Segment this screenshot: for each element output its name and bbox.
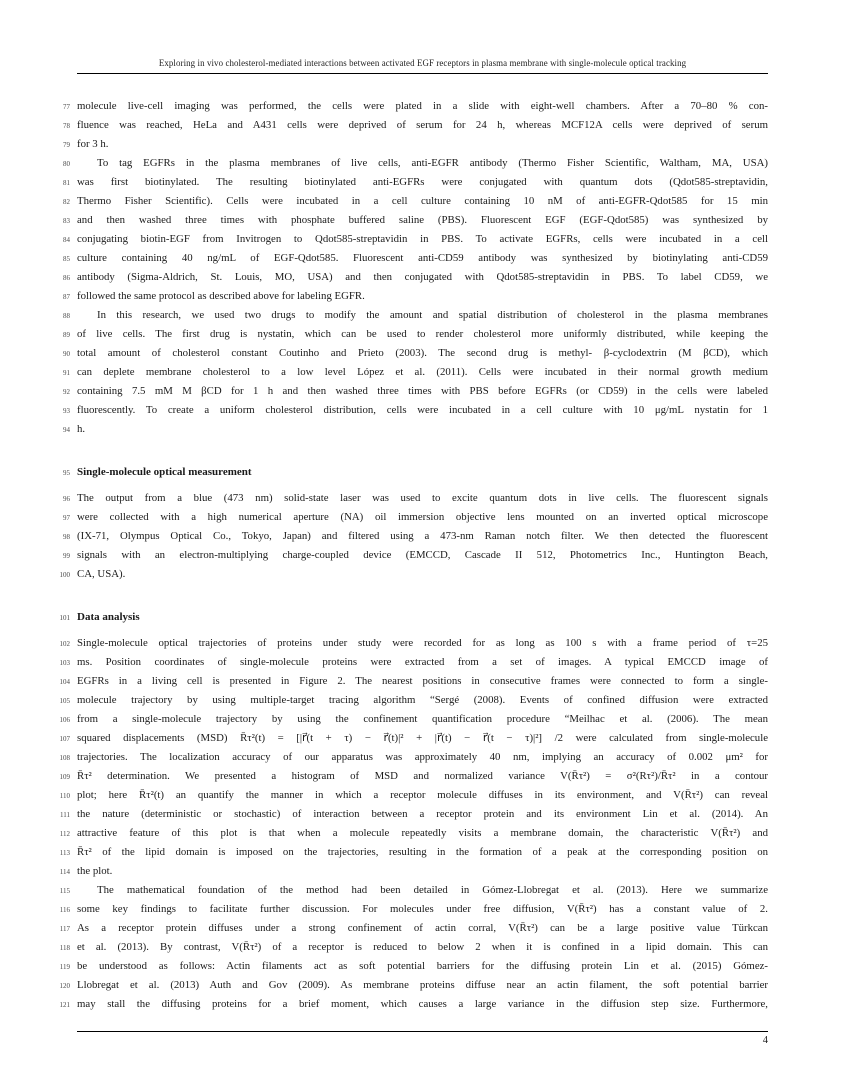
line-number: 105 (59, 697, 70, 705)
body-text-line: and then washed three times with phosphate buffered saline (PBS). Fluorescent EGF (EGF-Qdot585) was synthesized by (77, 214, 768, 226)
line-number: 78 (63, 122, 70, 130)
body-text-line: molecule trajectory by using multiple-target tracing algorithm “Sergé (2008). Events of confined diffusion were extracted (77, 694, 768, 706)
text-line-row (50, 363, 768, 382)
body-text-line: The mathematical foundation of the method had been detailed in Gómez-Llobregat et al. (2013). Here we summarize (97, 884, 768, 896)
line-number: 116 (59, 906, 70, 914)
line-number: 90 (63, 350, 70, 358)
line-number: 84 (63, 236, 70, 244)
line-number: 110 (59, 792, 70, 800)
line-number: 87 (63, 293, 70, 301)
header-rule (77, 73, 768, 74)
body-text-line: were collected with a high numerical aperture (NA) oil immersion objective lens mounted on an inverted optical microscope (77, 511, 768, 523)
text-line-row (50, 211, 768, 230)
body-text-line: the nature (deterministic or stochastic) of interaction between a receptor protein and its environment Lin et al. (2014). An (77, 808, 768, 820)
line-number: 89 (63, 331, 70, 339)
body-text-line: The output from a blue (473 nm) solid-state laser was used to excite quantum dots in live cells. The fluorescent signals (77, 492, 768, 504)
text-line-row (50, 824, 768, 843)
text-line-row (50, 710, 768, 729)
text-line-row (50, 306, 768, 325)
text-line-row (50, 691, 768, 710)
line-number: 92 (63, 388, 70, 396)
line-number: 95 (63, 469, 70, 477)
text-line-row (50, 546, 768, 565)
body-text-line: Llobregat et al. (2013) Auth and Gov (2009). As membrane proteins diffuse near an actin filament, the soft potential barrier (77, 979, 768, 991)
body-text-line: be understood as follows: Actin filaments act as soft potential barriers for the diffusing protein Lin et al. (2015) Gómez- (77, 960, 768, 972)
section-heading-row (50, 463, 768, 482)
line-number: 120 (59, 982, 70, 990)
text-line-row (50, 900, 768, 919)
text-line-row (50, 767, 768, 786)
body-text-line: signals with an electron-multiplying charge-coupled device (EMCCD, Cascade II 512, Photometrics Inc., Huntington Beach, (77, 549, 768, 561)
line-number: 103 (59, 659, 70, 667)
text-line-row (50, 135, 768, 154)
text-line-row (50, 230, 768, 249)
line-number: 94 (63, 426, 70, 434)
body-text-line: EGFRs in a living cell is presented in Figure 2. The nearest positions in consecutive frames were connected to form a single- (77, 675, 768, 687)
body-text-line: To tag EGFRs in the plasma membranes of live cells, anti-EGFR antibody (Thermo Fisher Scientific, Waltham, MA, USA) (97, 157, 768, 169)
body-text-line: can deplete membrane cholesterol to a low level López et al. (2011). Cells were incubated in their normal growth medium (77, 366, 768, 378)
body-text-line: antibody (Sigma-Aldrich, St. Louis, MO, USA) and then conjugated with Qdot585-streptavidin in PBS. To label CD59, we (77, 271, 768, 283)
line-number: 108 (59, 754, 70, 762)
body-text-line: fluorescently. To create a uniform cholesterol distribution, cells were incubated in a cell culture with 10 μg/mL nystatin for 1 (77, 404, 768, 416)
text-line-row (50, 881, 768, 900)
line-number: 113 (59, 849, 70, 857)
body-text-line: trajectories. The localization accuracy of our apparatus was approximately 40 nm, implying an accuracy of 0.002 μm² for (77, 751, 768, 763)
line-number: 91 (63, 369, 70, 377)
line-number: 121 (59, 1001, 70, 1009)
text-line-row (50, 249, 768, 268)
line-number: 101 (59, 614, 70, 622)
body-text-line: total amount of cholesterol constant Coutinho and Prieto (2003). The second drug is methyl- β-cyclodextrin (M βCD), which (77, 347, 768, 359)
line-number: 77 (63, 103, 70, 111)
body-text-line: R̄τ² of the lipid domain is imposed on the trajectories, resulting in the formation of a peak at the corresponding position on (77, 846, 768, 858)
text-line-row (50, 729, 768, 748)
body-text-line: containing 7.5 mM M βCD for 1 h and then washed three times with PBS before EGFRs (or CD59) in the cells were labeled (77, 385, 768, 397)
body-text-line: et al. (2013). By contrast, V(R̄τ²) of a receptor is reduced to below 2 when it is confined in a lipid domain. This can (77, 941, 768, 953)
line-number: 88 (63, 312, 70, 320)
line-number: 115 (59, 887, 70, 895)
running-header (77, 58, 768, 74)
text-line-row (50, 634, 768, 653)
line-number: 85 (63, 255, 70, 263)
section-heading-row (50, 608, 768, 627)
text-line-row (50, 287, 768, 306)
body-text-line: CA, USA). (77, 568, 126, 580)
body-text-line: of live cells. The first drug is nystatin, which can be used to render cholesterol more uniformly distributed, while keeping the (77, 328, 768, 340)
text-line-row (50, 805, 768, 824)
body-text-line: may stall the diffusing proteins for a brief moment, which causes a large variance in the diffusion step size. Furthermore, (77, 998, 768, 1010)
text-line-row (50, 420, 768, 439)
text-line-row (50, 565, 768, 584)
text-line-row (50, 116, 768, 135)
line-number: 82 (63, 198, 70, 206)
text-line-row (50, 382, 768, 401)
line-number: 97 (63, 514, 70, 522)
line-number: 80 (63, 160, 70, 168)
line-number: 96 (63, 495, 70, 503)
text-line-row (50, 786, 768, 805)
text-line-row (50, 97, 768, 116)
page-footer (77, 1031, 768, 1046)
text-line-row (50, 995, 768, 1014)
line-number: 114 (59, 868, 70, 876)
body-text-line: molecule live-cell imaging was performed, the cells were plated in a slide with eight-well chambers. After a 70–80 % con- (77, 100, 768, 112)
body-text-line: for 3 h. (77, 138, 109, 150)
line-number: 104 (59, 678, 70, 686)
body-text-line: conjugating biotin-EGF from Invitrogen to Qdot585-streptavidin in PBS. To activate EGFRs, cells were incubated in a cell (77, 233, 768, 245)
running-header-title: Exploring in vivo cholesterol-mediated interactions between activated EGF receptors in plasma membrane with single-molecule optical tracking (158, 58, 687, 68)
line-number: 119 (59, 963, 70, 971)
body-text-line: was first biotinylated. The resulting biotinylated anti-EGFRs were conjugated with quantum dots (Qdot585-streptavidin, (77, 176, 768, 188)
text-line-row (50, 401, 768, 420)
text-line-row (50, 489, 768, 508)
line-number: 79 (63, 141, 70, 149)
text-line-row (50, 976, 768, 995)
body-text-line: Thermo Fisher Scientific). Cells were incubated in a cell culture containing 10 nM of anti-EGFR-Qdot585 for 15 min (77, 195, 768, 207)
text-line-row (50, 325, 768, 344)
text-line-row (50, 919, 768, 938)
body-text-line: fluence was reached, HeLa and A431 cells were deprived of serum for 24 h, whereas MCF12A cells were deprived of serum (77, 119, 768, 131)
text-line-row (50, 957, 768, 976)
line-number: 106 (59, 716, 70, 724)
body-text-line: attractive feature of this plot is that when a molecule repeatedly visits a membrane domain, the characteristic V(R̄τ²) and (77, 827, 768, 839)
line-number: 111 (60, 811, 70, 819)
text-line-row (50, 268, 768, 287)
text-line-row (50, 862, 768, 881)
text-line-row (50, 344, 768, 363)
text-line-row (50, 192, 768, 211)
line-number: 93 (63, 407, 70, 415)
body-text-line: As a receptor protein diffuses under a strong confinement of actin corral, V(R̄τ²) can be a large positive value Türkcan (77, 922, 768, 934)
line-number: 98 (63, 533, 70, 541)
line-number: 109 (59, 773, 70, 781)
page-number: 4 (762, 1035, 768, 1046)
section-heading: Single-molecule optical measurement (77, 466, 252, 478)
body-text-line: from a single-molecule trajectory by using the confinement quantification procedure “Meilhac et al. (2006). The mean (77, 713, 768, 725)
text-line-row (50, 748, 768, 767)
page-body (50, 97, 768, 1014)
line-number: 117 (59, 925, 70, 933)
line-number: 86 (63, 274, 70, 282)
body-text-line: followed the same protocol as described above for labeling EGFR. (77, 290, 365, 302)
line-number: 112 (59, 830, 70, 838)
text-line-row (50, 527, 768, 546)
body-text-line: (IX-71, Olympus Optical Co., Tokyo, Japan) and filtered using a 473-nm Raman notch filter. We then detected the fluorescent (77, 530, 768, 542)
body-text-line: the plot. (77, 865, 113, 877)
line-number: 102 (59, 640, 70, 648)
body-text-line: some key findings to facilitate further discussion. For molecules under free diffusion, V(R̄τ²) has a constant value of 2. (77, 903, 768, 915)
body-text-line: Single-molecule optical trajectories of proteins under study were recorded for as long as 100 s with a frame period of τ=25 (77, 637, 768, 649)
body-text-line: h. (77, 423, 86, 435)
line-number: 107 (59, 735, 70, 743)
text-line-row (50, 653, 768, 672)
line-number: 100 (59, 571, 70, 579)
footer-rule (77, 1031, 768, 1032)
line-number: 99 (63, 552, 70, 560)
text-line-row (50, 154, 768, 173)
body-text-line: ms. Position coordinates of single-molecule proteins were extracted from a set of images. A typical EMCCD image of (77, 656, 768, 668)
line-number: 81 (63, 179, 70, 187)
body-text-line: plot; here R̄τ²(t) an quantify the manner in which a receptor molecule diffuses in its environment, and V(R̄τ²) can reveal (77, 789, 768, 801)
line-number: 83 (63, 217, 70, 225)
body-text-line: In this research, we used two drugs to modify the amount and spatial distribution of cholesterol in the plasma membranes (97, 309, 768, 321)
text-line-row (50, 938, 768, 957)
section-heading: Data analysis (77, 611, 140, 623)
text-line-row (50, 843, 768, 862)
body-text-line: culture containing 40 ng/mL of EGF-Qdot585. Fluorescent anti-CD59 antibody was synthesized by biotinylating anti-CD59 (77, 252, 768, 264)
line-number: 118 (59, 944, 70, 952)
body-text-line: squared displacements (MSD) R̄τ²(t) = [|r⃗(t + τ) − r⃗(t)|² + |r⃗(t) − r⃗(t − τ)|²] /2 were calculated from single-molecule (77, 732, 768, 744)
text-line-row (50, 173, 768, 192)
text-line-row (50, 672, 768, 691)
text-line-row (50, 508, 768, 527)
body-text-line: R̄τ² determination. We presented a histogram of MSD and normalized variance V(R̄τ²) = σ²(Rτ²)/R̄τ² in a contour (77, 770, 768, 782)
